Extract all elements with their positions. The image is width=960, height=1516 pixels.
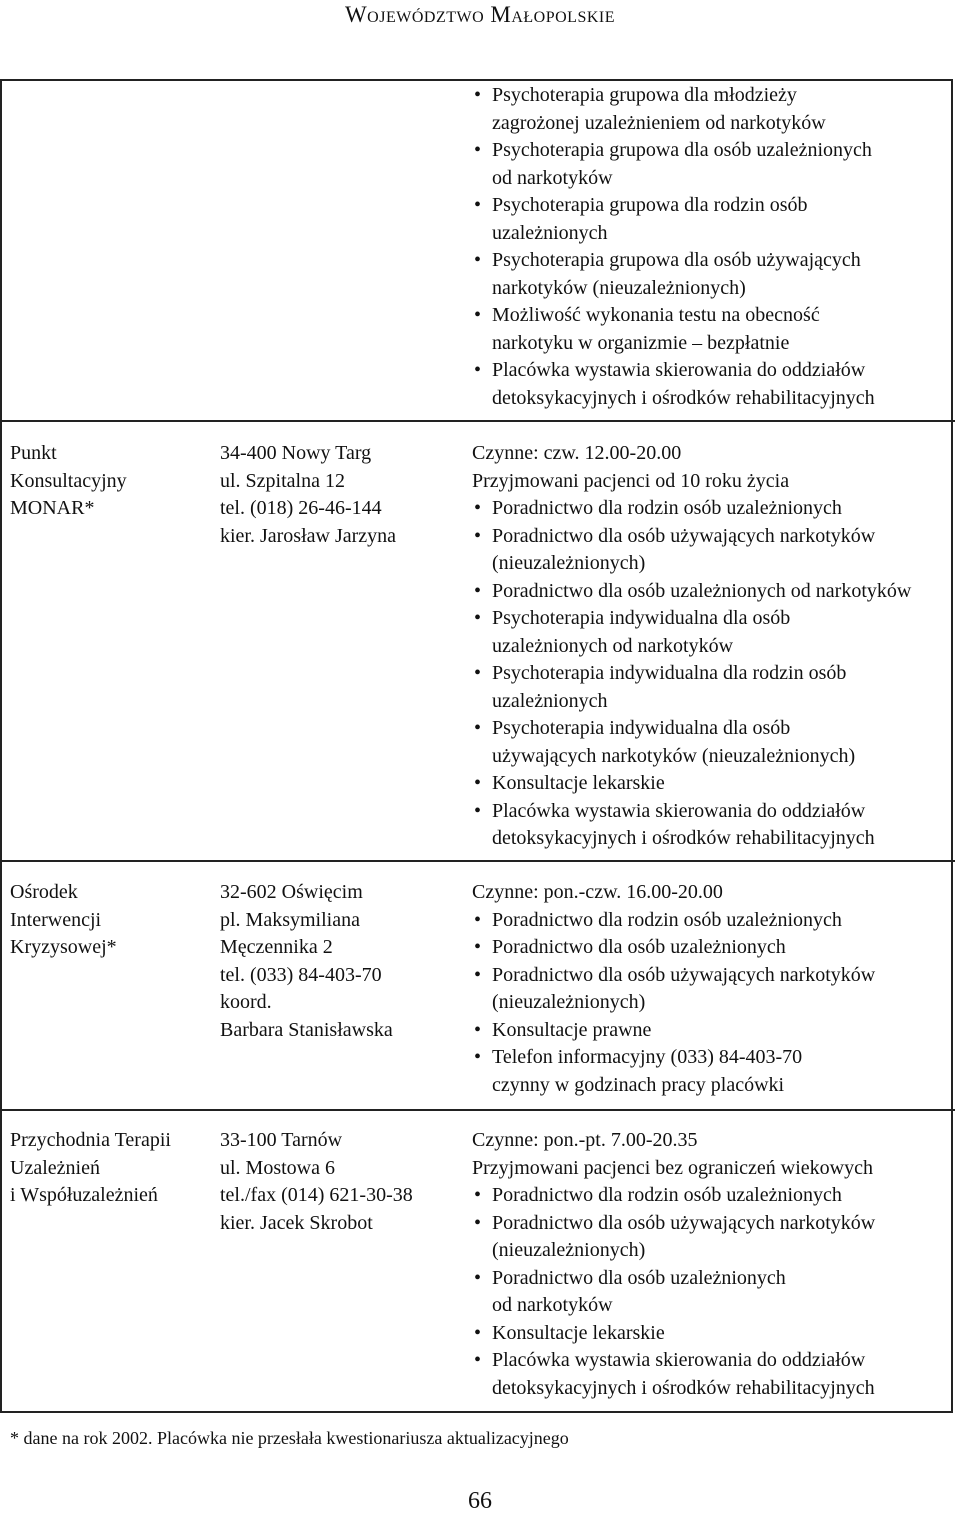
address-line: koord. [220,991,272,1013]
facility-name-line: Interwencji [10,908,102,931]
service-line: Telefon informacyjny (033) 84-403-70 [492,1046,803,1068]
facility-name [10,440,210,523]
address-line: tel. (033) 84-403-70 [220,963,382,986]
bullet-icon: • [474,908,482,931]
service-line: zagrożonej uzależnieniem od narkotyków [492,111,826,134]
service-item [472,715,950,770]
address-line: Barbara Stanisławska [220,1018,393,1041]
service-line: detoksykacyjnych i ośrodków rehabilitacyjnych [492,1376,875,1399]
service-item [472,660,950,715]
service-line: Konsultacje prawne [492,1018,652,1041]
bullet-icon: • [474,194,482,216]
service-line: Poradnictwo dla osób uzależnionych [492,1266,786,1289]
service-line: Konsultacje lekarskie [492,1321,665,1344]
bullet-icon: • [474,1321,482,1344]
row-divider [2,420,955,422]
service-item [472,1265,950,1320]
address-line: ul. Mostowa 6 [220,1156,335,1179]
bullet-icon: • [474,579,482,602]
service-line: Psychoterapia grupowa dla osób używających [492,249,861,271]
address-line: kier. Jarosław Jarzyna [220,524,397,547]
service-line: Poradnictwo dla osób uzależnionych [492,936,786,958]
service-item [472,1182,950,1210]
bullet-icon: • [474,717,482,739]
bullet-icon: • [474,359,482,381]
service-item [472,578,950,606]
service-line: Konsultacje lekarskie [492,772,665,794]
bullet-icon: • [474,139,482,161]
service-line: Placówka wystawia skierowania do oddziałów [492,1349,866,1371]
service-item [472,934,950,962]
facility-name-line: Ośrodek [10,881,78,903]
service-line: Poradnictwo dla rodzin osób uzależnionych [492,908,842,931]
service-line: używających narkotyków (nieuzależnionych) [492,744,856,767]
facility-name-line: Przychodnia Terapii [10,1129,171,1151]
service-item [472,137,950,192]
service-line: Placówka wystawia skierowania do oddziałów [492,799,866,822]
bullet-icon: • [474,84,482,106]
facility-address [220,440,460,550]
bullet-icon: • [474,524,482,547]
service-line: detoksykacyjnych i ośrodków rehabilitacyjnych [492,386,875,409]
service-line: Możliwość wykonania testu na obecność [492,304,820,326]
service-line: narkotyku w organizmie – bezpłatnie [492,331,790,354]
service-line: Psychoterapia indywidualna dla osób [492,717,791,739]
footnote: * dane na rok 2002. Placówka nie przesłała kwestionariusza aktualizacyjnego [10,1428,569,1448]
address-line: Męczennika 2 [220,936,333,958]
bullet-icon: • [474,1266,482,1289]
row-divider [2,1109,955,1111]
bullet-icon: • [474,1046,482,1068]
info-line: Przyjmowani pacjenci od 10 roku życia [472,469,790,492]
service-item [472,1210,950,1265]
services-list [472,495,950,853]
service-line: Psychoterapia grupowa dla młodzieży [492,84,797,106]
facility-info [472,440,950,853]
bullet-icon: • [474,249,482,271]
service-item [472,798,950,853]
row-divider [2,860,955,862]
service-item [472,907,950,935]
address-line: tel./fax (014) 621-30-38 [220,1184,413,1206]
facility-name-line: Punkt [10,442,57,464]
service-line: Poradnictwo dla osób uzależnionych od narkotyków [492,579,912,602]
service-line: Psychoterapia grupowa dla rodzin osób [492,194,808,216]
service-item [472,1044,950,1099]
facility-name-line: MONAR* [10,497,95,519]
address-line: tel. (018) 26-46-144 [220,497,382,519]
service-line: uzależnionych [492,689,608,712]
service-line: narkotyków (nieuzależnionych) [492,276,746,299]
info-line: Czynne: czw. 12.00-20.00 [472,442,682,464]
service-item [472,770,950,798]
bullet-icon: • [474,963,482,986]
facility-info [472,1127,950,1402]
service-item [472,1347,950,1402]
service-item [472,495,950,523]
bullet-icon: • [474,497,482,519]
bullet-icon: • [474,936,482,958]
info-line: Czynne: pon.-czw. 16.00-20.00 [472,881,723,903]
service-item [472,605,950,660]
service-item [472,192,950,247]
service-line: Psychoterapia indywidualna dla rodzin osób [492,662,847,684]
service-line: (nieuzależnionych) [492,552,646,574]
service-line: (nieuzależnionych) [492,991,646,1013]
bullet-icon: • [474,1211,482,1234]
service-line: Placówka wystawia skierowania do oddziałów [492,359,866,381]
service-line: Poradnictwo dla rodzin osób uzależnionych [492,1184,842,1206]
service-line: od narkotyków [492,166,613,189]
facility-name [10,1127,210,1210]
service-line: Poradnictwo dla osób używających narkotyków [492,524,876,547]
service-line: czynny w godzinach pracy placówki [492,1073,785,1096]
services-list [472,82,950,412]
facility-name-line: Konsultacyjny [10,469,127,492]
services-list [472,1182,950,1402]
facility-name-line: Uzależnień [10,1156,100,1179]
service-line: Poradnictwo dla osób używających narkotyków [492,1211,876,1234]
facility-address [220,1127,460,1237]
info-line: Czynne: pon.-pt. 7.00-20.35 [472,1129,698,1151]
page-number: 66 [468,1488,492,1514]
facility-name [10,879,210,962]
service-item [472,962,950,1017]
service-line: Psychoterapia indywidualna dla osób [492,607,791,629]
facility-info [472,82,950,412]
bullet-icon: • [474,607,482,629]
service-line: Poradnictwo dla rodzin osób uzależnionych [492,497,842,519]
facility-name-line: Kryzysowej* [10,936,117,958]
service-line: Psychoterapia grupowa dla osób uzależnionych [492,139,872,161]
service-item [472,357,950,412]
facility-address [220,879,460,1044]
address-line: pl. Maksymiliana [220,908,360,931]
service-line: uzależnionych od narkotyków [492,634,734,657]
service-item [472,247,950,302]
facility-name-line: i Współuzależnień [10,1184,158,1206]
bullet-icon: • [474,304,482,326]
bullet-icon: • [474,662,482,684]
address-line: ul. Szpitalna 12 [220,469,345,492]
service-item [472,82,950,137]
address-line: 33-100 Tarnów [220,1129,343,1151]
page-header: Województwo Małopolskie [344,2,616,27]
info-line: Przyjmowani pacjenci bez ograniczeń wiekowych [472,1156,873,1179]
service-line: (nieuzależnionych) [492,1239,646,1261]
address-line: 34-400 Nowy Targ [220,442,372,464]
bullet-icon: • [474,1184,482,1206]
service-line: uzależnionych [492,221,608,244]
address-line: 32-602 Oświęcim [220,881,363,903]
service-line: detoksykacyjnych i ośrodków rehabilitacyjnych [492,827,875,849]
service-line: od narkotyków [492,1294,613,1316]
service-item [472,1017,950,1045]
bullet-icon: • [474,1349,482,1371]
service-line: Poradnictwo dla osób używających narkotyków [492,963,876,986]
bullet-icon: • [474,799,482,822]
service-item [472,523,950,578]
facility-info [472,879,950,1099]
bullet-icon: • [474,772,482,794]
bullet-icon: • [474,1018,482,1041]
services-list [472,907,950,1100]
address-line: kier. Jacek Skrobot [220,1211,373,1234]
service-item [472,302,950,357]
service-item [472,1320,950,1348]
